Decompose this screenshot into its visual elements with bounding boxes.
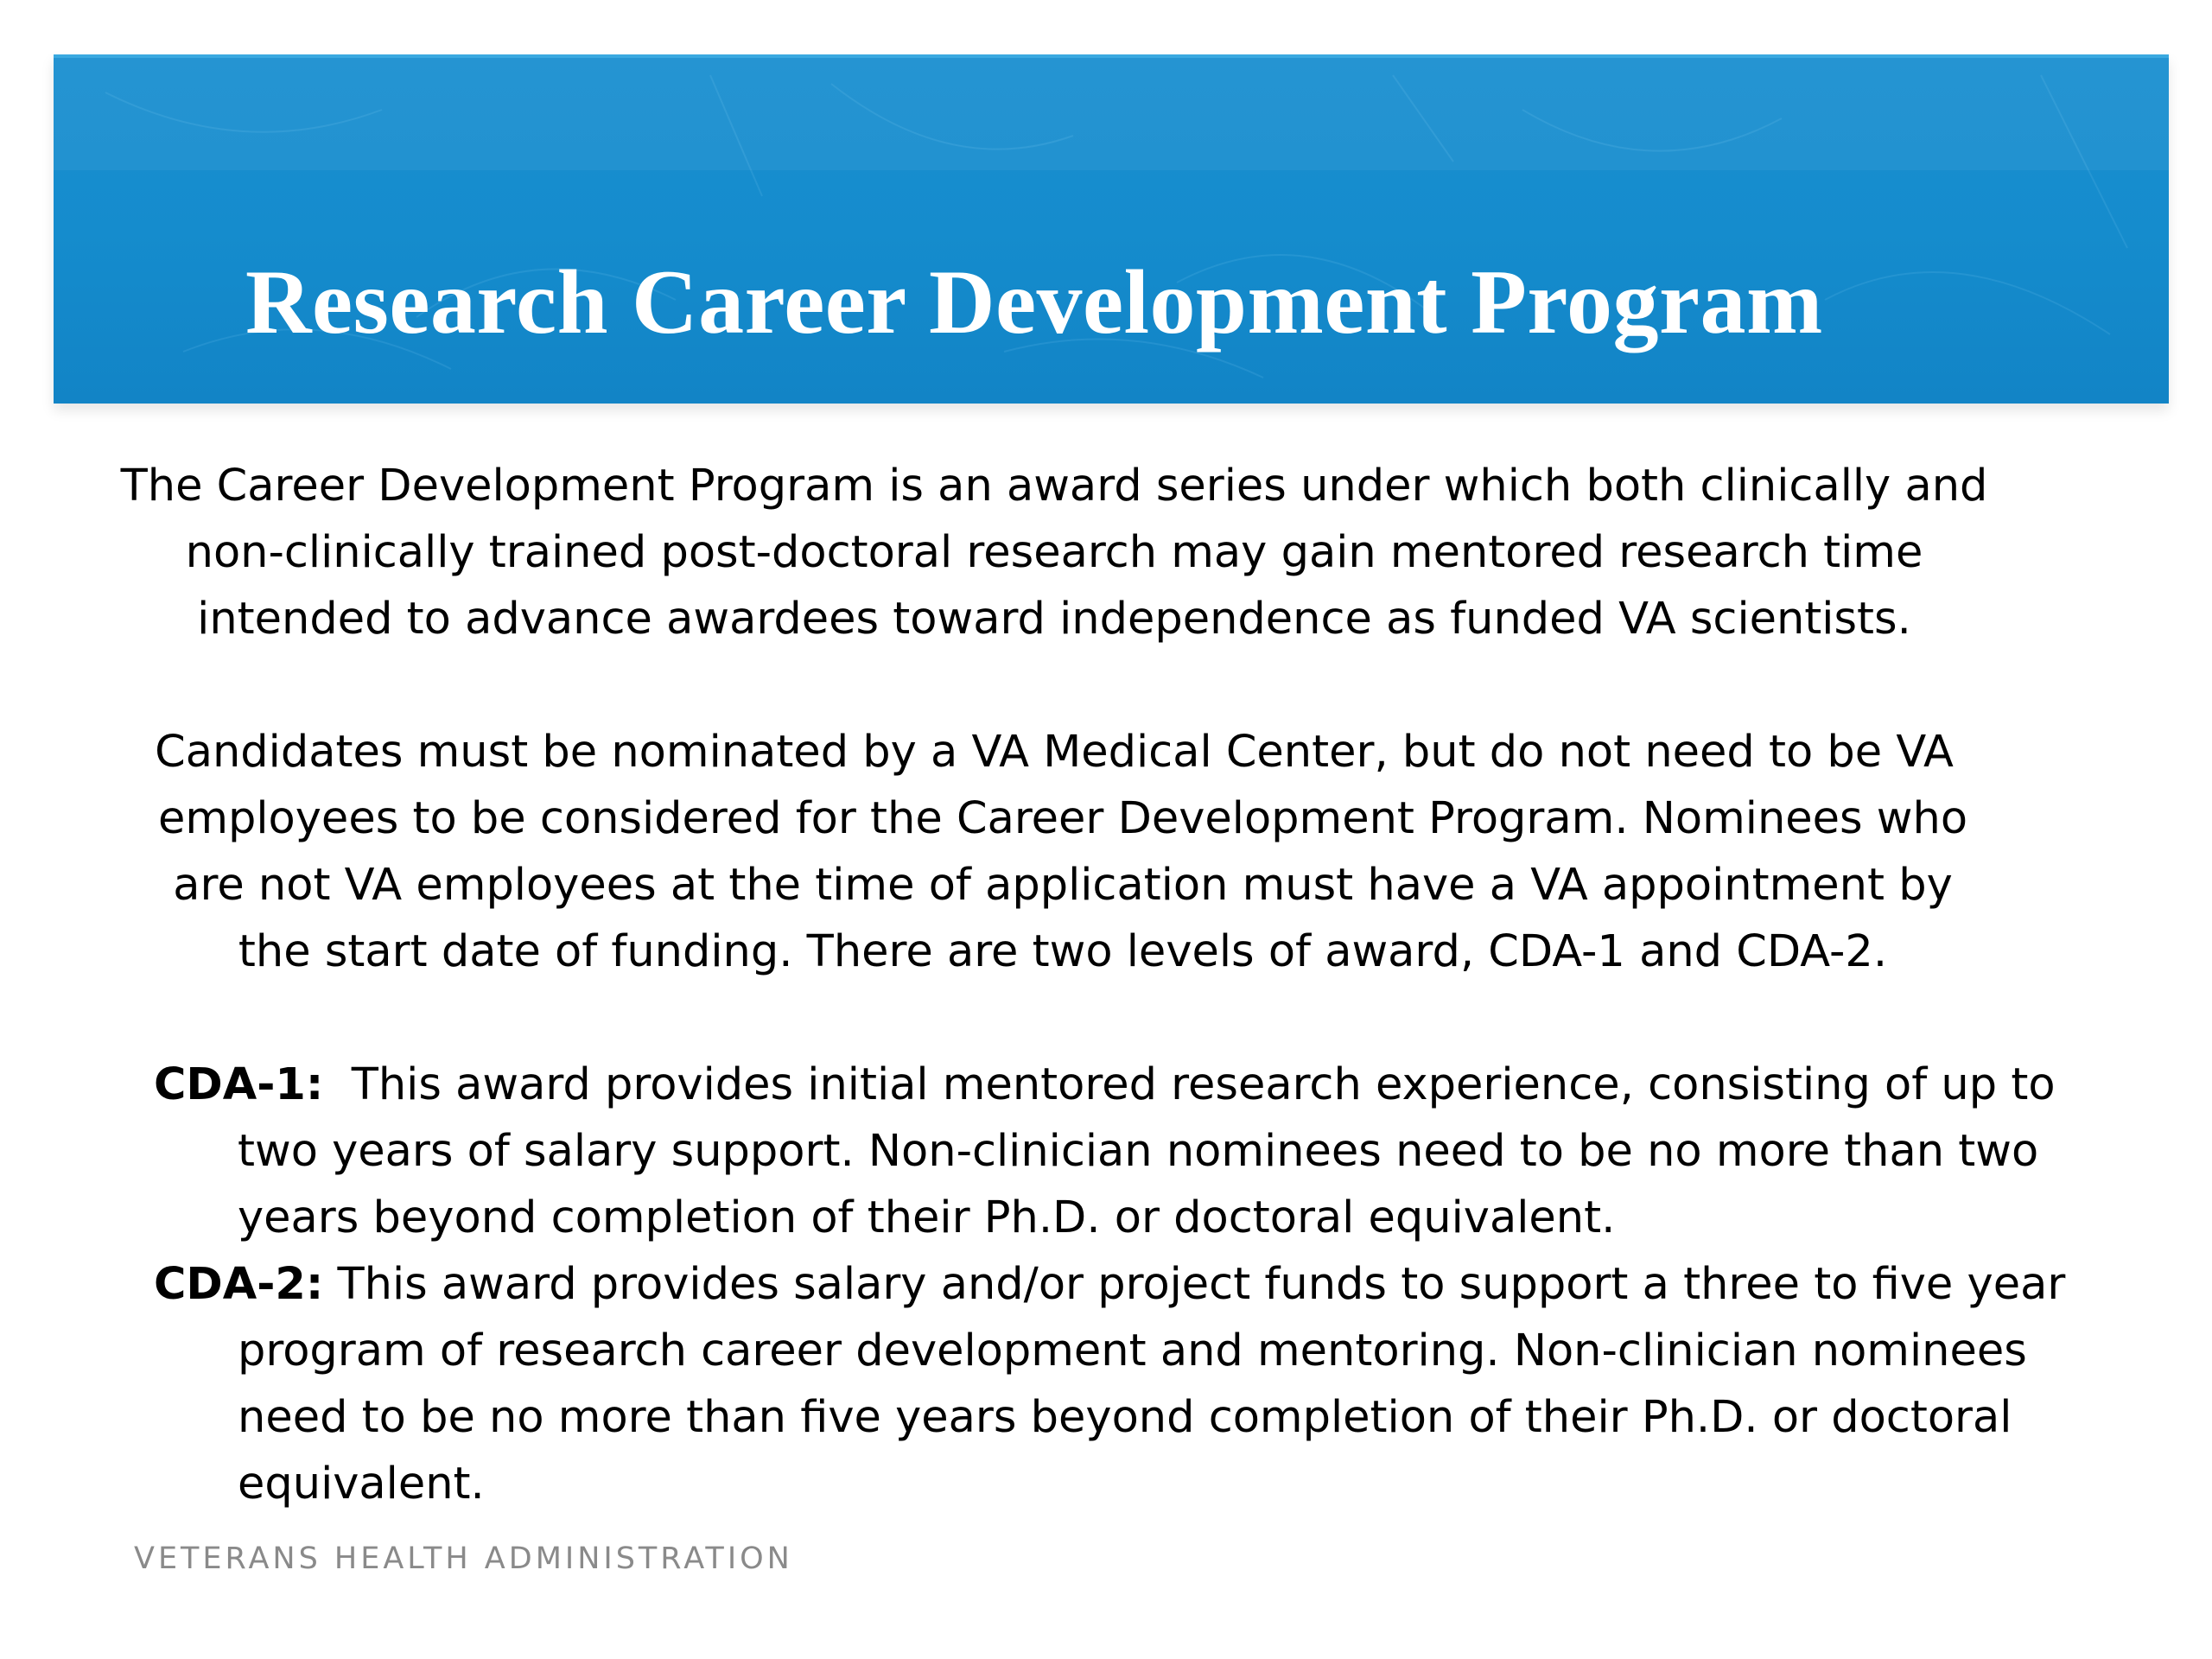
candidates-line-2: employees to be considered for the Career Development Program. Nominees who — [157, 793, 1968, 844]
intro-line-3: intended to advance awardees toward independence as funded VA scientists. — [197, 594, 1911, 645]
intro-line-1: The Career Development Program is an award series under which both clinically and — [120, 461, 1988, 512]
cda2-line-3: need to be no more than five years beyond completion of their Ph.D. or doctoral — [238, 1392, 2012, 1443]
candidates-line-4: the start date of funding. There are two levels of award, CDA-1 and CDA-2. — [238, 926, 1888, 977]
cda1-line-1: This award provides initial mentored research experience, consisting of up to — [323, 1059, 2056, 1110]
candidates-line-3: are not VA employees at the time of application must have a VA appointment by — [173, 860, 1953, 911]
intro-line-2: non-clinically trained post-doctoral research may gain mentored research time — [185, 527, 1923, 578]
cda2-line-1: This award provides salary and/or project funds to support a three to five year — [323, 1259, 2066, 1310]
cda1-first-line — [154, 1052, 2056, 1118]
cda2-line-2: program of research career development and mentoring. Non-clinician nominees — [238, 1325, 2027, 1376]
cda1-line-3: years beyond completion of their Ph.D. or doctoral equivalent. — [238, 1192, 1616, 1243]
candidates-line-1: Candidates must be nominated by a VA Medical Center, but do not need to be VA — [155, 727, 1954, 778]
cda2-line-4: equivalent. — [238, 1459, 485, 1510]
cda1-label: CDA-1: — [154, 1059, 324, 1110]
title-banner — [54, 54, 2169, 404]
footer-organization: VETERANS HEALTH ADMINISTRATION — [134, 1541, 793, 1576]
cda2-first-line — [154, 1251, 2065, 1318]
cda2-label: CDA-2: — [154, 1259, 324, 1310]
page-title: Research Career Development Program — [245, 251, 1823, 353]
cda1-line-2: two years of salary support. Non-clinician nominees need to be no more than two — [238, 1126, 2039, 1177]
